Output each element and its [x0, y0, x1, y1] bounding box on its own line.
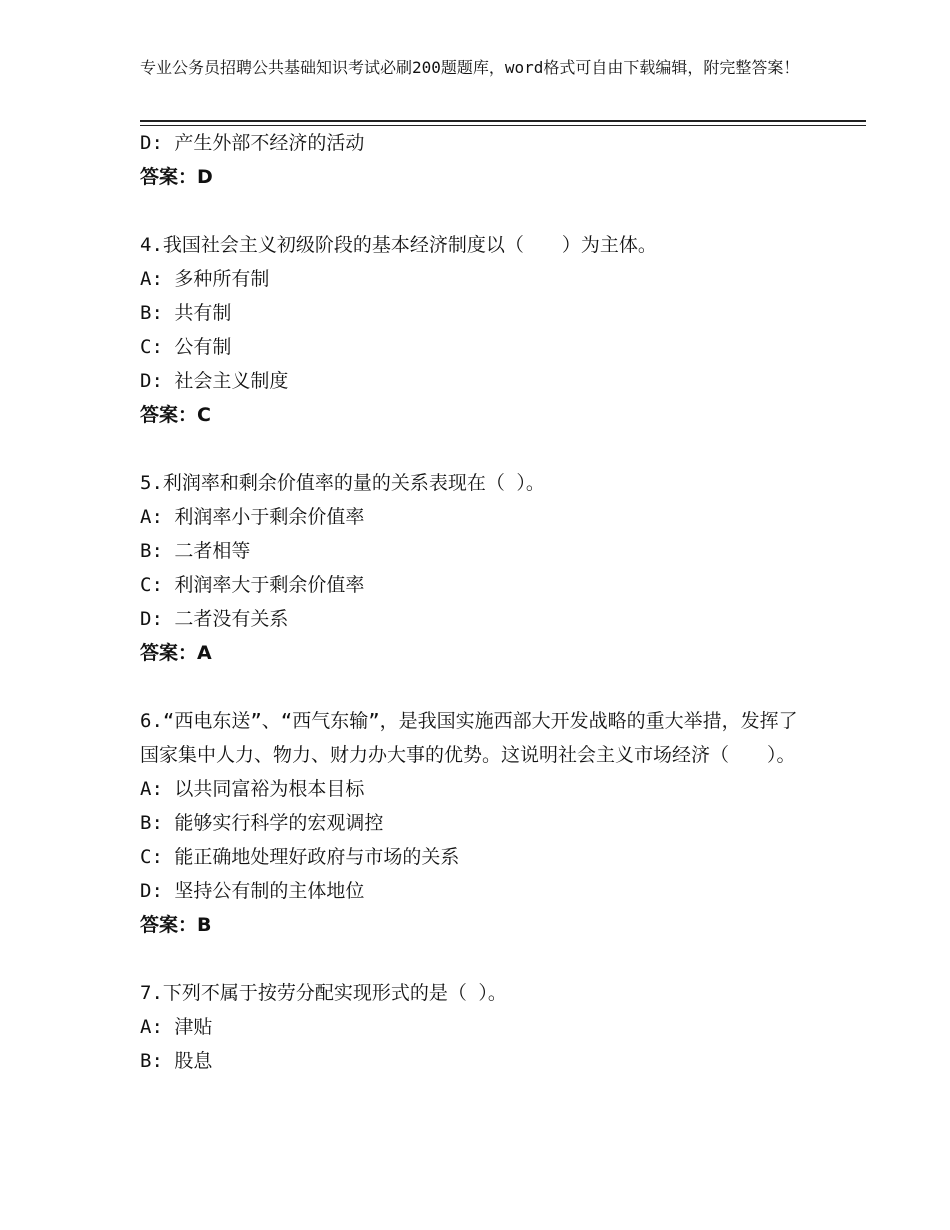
option-a: A: 多种所有制	[140, 268, 270, 290]
option-d: D: 坚持公有制的主体地位	[140, 880, 365, 902]
option-b: B: 二者相等	[140, 540, 251, 562]
question-7	[140, 976, 820, 1078]
option-d: D: 二者没有关系	[140, 608, 289, 630]
answer: 答案：A	[140, 642, 212, 664]
question-stem: 7.下列不属于按劳分配实现形式的是（ ）。	[140, 982, 507, 1004]
option-b: B: 共有制	[140, 302, 232, 324]
option-a: A: 利润率小于剩余价值率	[140, 506, 365, 528]
answer: 答案：B	[140, 914, 212, 936]
header-rule-top	[140, 120, 866, 122]
answer: 答案：D	[140, 166, 213, 188]
question-stem: 4.我国社会主义初级阶段的基本经济制度以（ ）为主体。	[140, 234, 657, 256]
option-b: B: 能够实行科学的宏观调控	[140, 812, 384, 834]
option-a: A: 以共同富裕为根本目标	[140, 778, 365, 800]
option-d: D: 产生外部不经济的活动	[140, 132, 365, 154]
question-stem: 5.利润率和剩余价值率的量的关系表现在（ ）。	[140, 472, 545, 494]
option-c: C: 利润率大于剩余价值率	[140, 574, 365, 596]
option-d: D: 社会主义制度	[140, 370, 289, 392]
option-c: C: 公有制	[140, 336, 232, 358]
question-4	[140, 228, 820, 432]
page-header: 专业公务员招聘公共基础知识考试必刷200题题库，word格式可自由下载编辑，附完整答案！	[140, 58, 800, 77]
option-c: C: 能正确地处理好政府与市场的关系	[140, 846, 460, 868]
question-stem: 6.“西电东送”、“西气东输”，是我国实施西部大开发战略的重大举措，发挥了国家集中人力、物力、财力办大事的优势。这说明社会主义市场经济（ ）。	[140, 710, 798, 766]
option-b: B: 股息	[140, 1050, 213, 1072]
question-6	[140, 704, 820, 942]
option-a: A: 津贴	[140, 1016, 213, 1038]
question-5	[140, 466, 820, 670]
answer: 答案：C	[140, 404, 211, 426]
question-list	[140, 126, 820, 1078]
